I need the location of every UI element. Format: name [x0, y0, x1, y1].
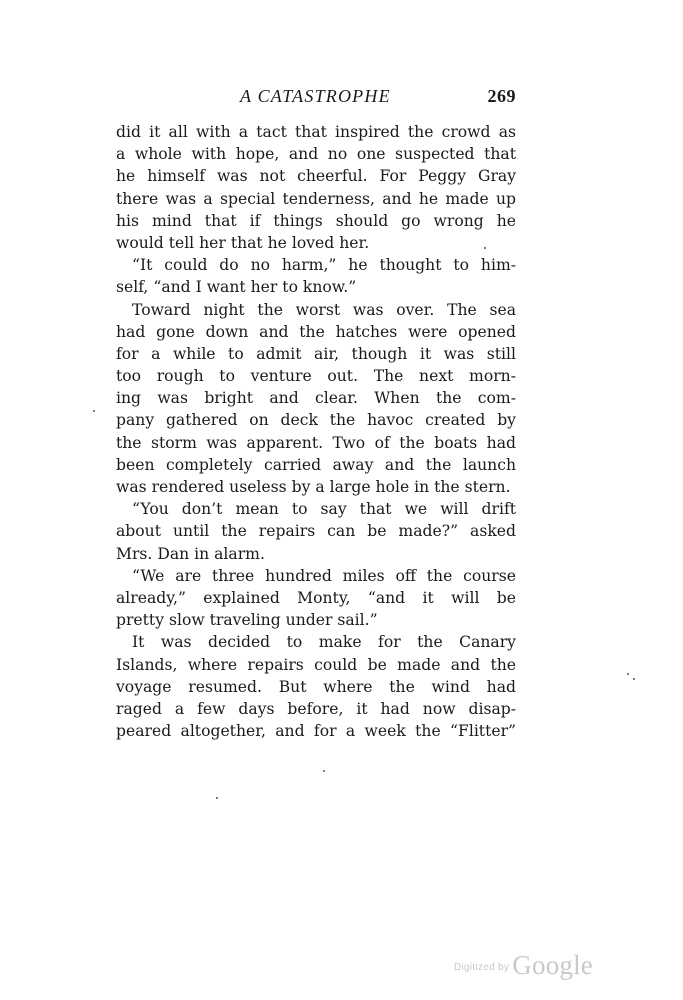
text-line: there was a special tenderness, and he made up	[116, 189, 516, 208]
text-line: “You don’t mean to say that we will drift	[132, 500, 516, 519]
text-line: his mind that if things should go wrong he	[116, 211, 516, 230]
text-line: for a while to admit air, though it was still	[116, 344, 516, 363]
text-line: about until the repairs can be made?” asked	[116, 522, 516, 541]
scan-speck	[93, 410, 95, 412]
text-line: the storm was apparent. Two of the boats had	[116, 433, 516, 452]
text-line: pretty slow traveling under sail.”	[116, 611, 378, 630]
scan-speck	[484, 247, 486, 249]
watermark-brand: Google	[512, 950, 593, 980]
text-line: “We are three hundred miles off the course	[132, 566, 516, 585]
text-line: he himself was not cheerful. For Peggy Gray	[116, 167, 516, 186]
page-number: 269	[487, 86, 516, 106]
text-line: too rough to venture out. The next morn-	[116, 367, 516, 386]
text-line: self, “and I want her to know.”	[116, 278, 357, 297]
scan-speck	[627, 673, 629, 675]
body-text	[116, 121, 516, 742]
running-title: A CATASTROPHE	[240, 86, 391, 106]
text-line: a whole with hope, and no one suspected that	[116, 145, 516, 164]
text-line: was rendered useless by a large hole in the stern.	[116, 478, 511, 496]
scan-speck	[216, 797, 218, 799]
text-line: raged a few days before, it had now disap-	[116, 699, 516, 718]
scan-speck	[633, 678, 635, 680]
text-line: pany gathered on deck the havoc created by	[116, 411, 516, 430]
text-line: did it all with a tact that inspired the crowd as	[116, 123, 516, 141]
text-line: voyage resumed. But where the wind had	[116, 677, 516, 696]
text-line: Mrs. Dan in alarm.	[116, 544, 265, 563]
text-line: Islands, where repairs could be made and the	[116, 655, 516, 674]
text-line: had gone down and the hatches were opened	[116, 322, 516, 341]
watermark-prefix: Digitized by	[454, 962, 510, 973]
text-line: peared altogether, and for a week the “Flitter”	[116, 722, 516, 741]
text-line: been completely carried away and the launch	[116, 455, 516, 474]
running-header	[116, 86, 516, 110]
text-line: ing was bright and clear. When the com-	[116, 389, 516, 408]
text-line: already,” explained Monty, “and it will be	[116, 588, 516, 607]
scan-speck	[323, 770, 325, 772]
text-line: It was decided to make for the Canary	[132, 633, 516, 652]
text-line: would tell her that he loved her.	[116, 233, 370, 252]
text-line: “It could do no harm,” he thought to him-	[132, 256, 516, 275]
text-line: Toward night the worst was over. The sea	[132, 300, 516, 319]
digitized-watermark	[454, 950, 593, 981]
